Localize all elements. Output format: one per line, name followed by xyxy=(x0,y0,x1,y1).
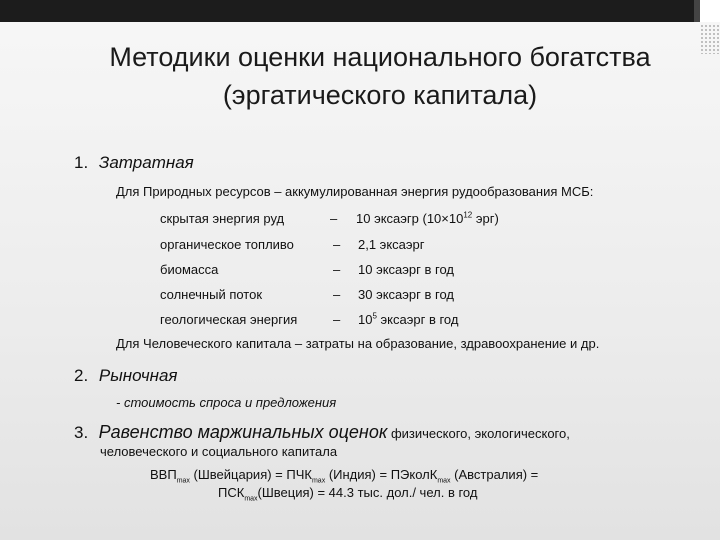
human-capital-line: Для Человеческого капитала – затраты на образование, здравоохранение и др. xyxy=(116,336,600,351)
resource-name: геологическая энергия xyxy=(160,312,298,327)
resource-name: скрытая энергия руд xyxy=(160,211,285,226)
resource-dash: – xyxy=(333,312,341,327)
item-3 xyxy=(74,422,570,443)
formula-sub: max xyxy=(311,477,326,485)
item-2-number: 2. xyxy=(74,366,89,385)
formula-part: (Индия) = ПЭколК xyxy=(325,467,438,482)
resource-name: органическое топливо xyxy=(160,237,294,252)
resource-dash: – xyxy=(333,237,341,252)
formula-vvp: ВВП xyxy=(150,467,177,482)
dot-pattern-decoration xyxy=(700,24,720,54)
formula-sub: max xyxy=(176,477,190,485)
formula-sub: max xyxy=(437,477,451,485)
resource-value: 2,1 эксаэрг xyxy=(358,237,425,252)
resource-value: 10 эксаэрг в год xyxy=(358,262,454,277)
formula-sub: max xyxy=(244,495,258,503)
formula-psk: ПСК xyxy=(218,485,245,500)
resource-value xyxy=(356,211,499,226)
resource-name: биомасса xyxy=(160,262,219,277)
resource-dash: – xyxy=(330,211,338,226)
natural-resources-intro: Для Природных ресурсов – аккумулированная энергия рудообразования МСБ: xyxy=(116,184,594,199)
item-3-number: 3. xyxy=(74,423,89,442)
item-2-subtitle: - стоимость спроса и предложения xyxy=(116,395,337,410)
resource-value-text: 10 xyxy=(358,312,373,327)
resource-value-text: 10 эксаэгр (10×10 xyxy=(356,211,464,226)
resource-value-sup: 12 xyxy=(463,210,473,220)
resource-name: солнечный поток xyxy=(160,287,263,302)
slide-title xyxy=(60,38,700,114)
item-3-line-2: человеческого и социального капитала xyxy=(100,444,338,459)
resource-value-sup: 5 xyxy=(372,311,377,321)
item-1-number: 1. xyxy=(74,153,89,172)
resource-value: 30 эксаэрг в год xyxy=(358,287,454,302)
formula-part: (Швейцария) = ПЧК xyxy=(189,467,312,482)
formula-result: (Швеция) = 44.3 тыс. дол./ чел. в год xyxy=(257,485,478,500)
item-1-label: Затратная xyxy=(98,153,194,172)
formula-line-1 xyxy=(150,467,539,485)
item-2 xyxy=(74,366,178,386)
resource-value-suffix: эрг) xyxy=(472,211,499,226)
item-1 xyxy=(74,153,194,173)
resource-value xyxy=(358,312,458,327)
item-3-tail: физического, экологического, xyxy=(387,426,570,441)
formula-line-2 xyxy=(218,485,478,503)
resource-dash: – xyxy=(333,287,341,302)
top-dark-accent xyxy=(694,0,700,22)
item-3-label: Равенство маржинальных оценок xyxy=(98,422,388,442)
resource-dash: – xyxy=(333,262,341,277)
item-2-label: Рыночная xyxy=(98,366,178,385)
title-line-1: Методики оценки национального богатства xyxy=(109,42,651,72)
top-dark-band xyxy=(0,0,698,22)
title-line-2: (эргатического капитала) xyxy=(222,80,538,110)
formula-part: (Австралия) = xyxy=(450,467,539,482)
resource-value-suffix: эксаэрг в год xyxy=(376,312,459,327)
